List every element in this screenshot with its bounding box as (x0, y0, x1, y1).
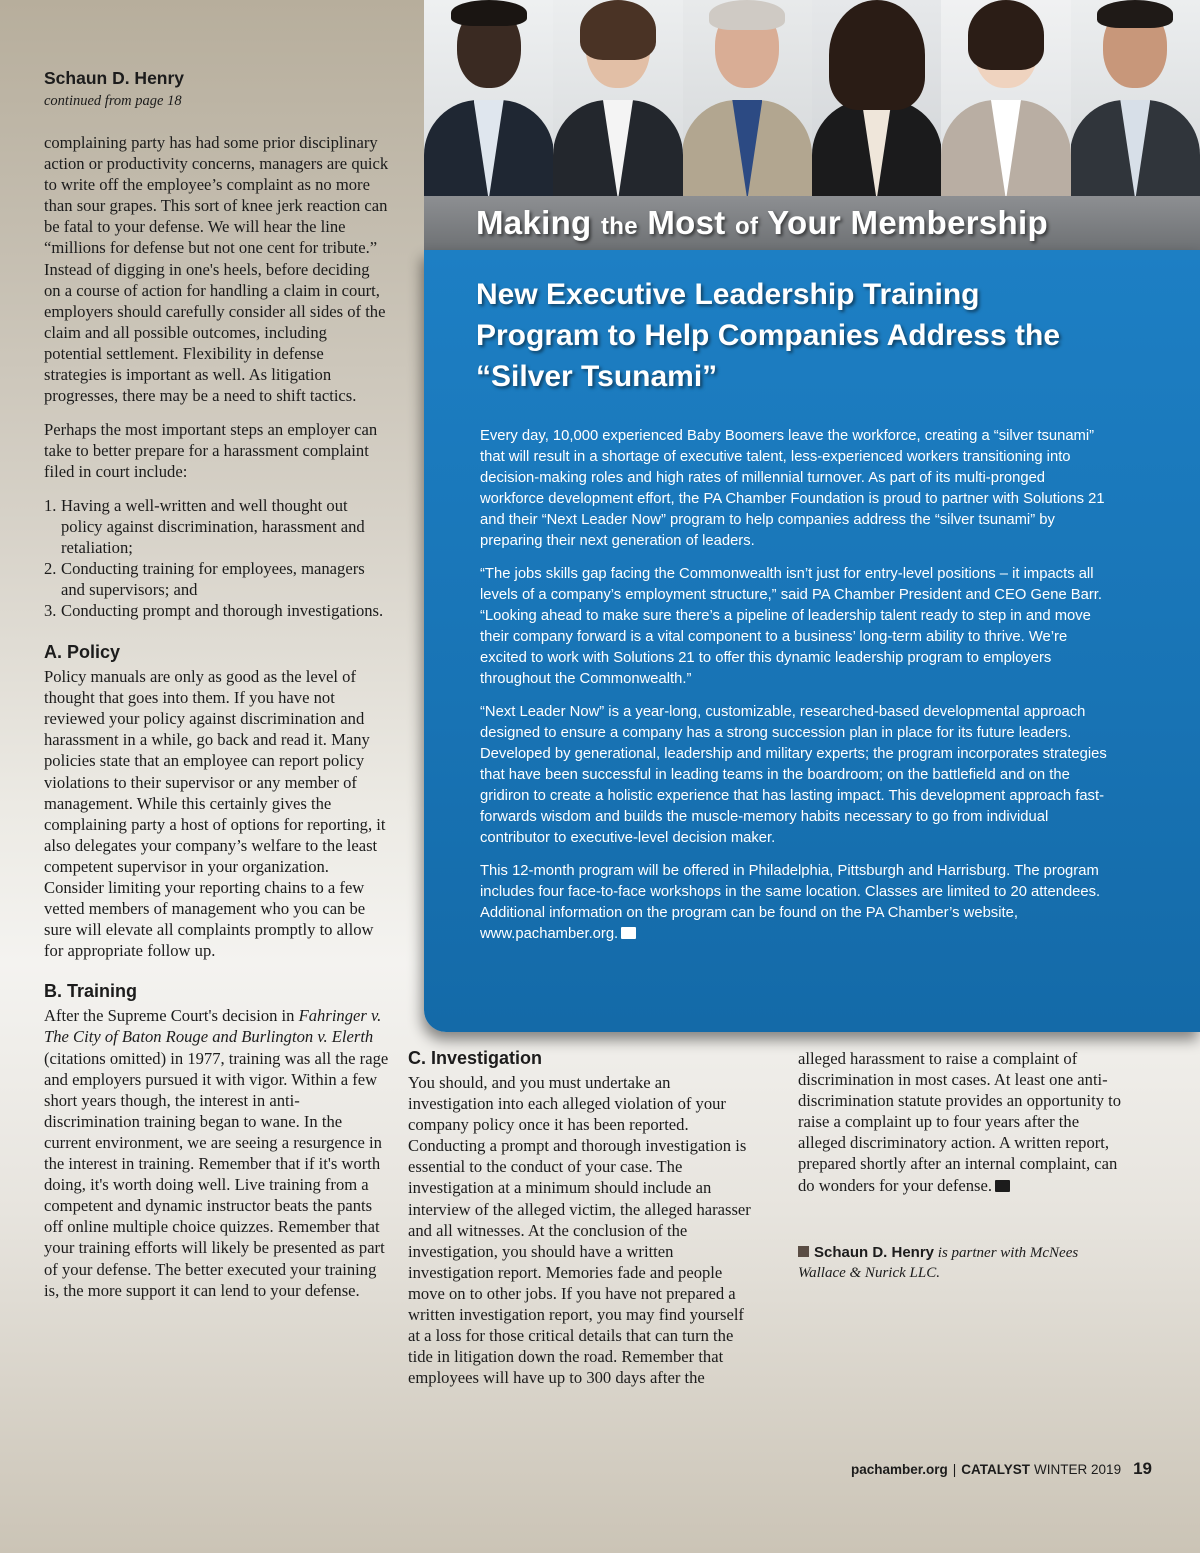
list-item-number: 3. (44, 600, 57, 620)
feature-paragraph: Every day, 10,000 experienced Baby Boomers leave the workforce, creating a “silver tsunami” that will result in a shortage of executive talent, less-experienced workers transitioning into decision-making roles and high rates of millennial turnover. As part of its multi-pronged workforce development effort, the PA Chamber Foundation is proud to partner with Solutions 21 and their “Next Leader Now” program to help companies address the “silver tsunami” by preparing their next generation of leaders. (480, 428, 1105, 549)
title-word: Most (647, 204, 726, 241)
end-of-article-icon (621, 927, 636, 939)
feature-body (480, 426, 1108, 957)
page-footer (851, 1459, 1152, 1479)
intro-paragraph: complaining party has had some prior disciplinary action or productivity concerns, managers are quick to write off the employee’s complaint as no more than sour grapes. This sort of knee jerk reaction can be fatal to your defense. We will hear the line “millions for defense but not one cent for tribute.” Instead of digging in one's heels, before deciding on a course of action for handling a claim in court, employers should carefully consider all sides of the claim and all possible outcomes, including potential settlement. Flexibility in defense strategies is important as well. As litigation progresses, there may be a need to shift tactics. (44, 133, 389, 406)
section-title-bar (424, 196, 1200, 250)
person-photo (683, 0, 812, 196)
steps-list (44, 495, 389, 622)
page-number: 19 (1133, 1459, 1152, 1478)
investigation-paragraph: You should, and you must undertake an investigation into each alleged violation of your company policy once it has been reported. Conducting a prompt and thorough investigation is essential to the conduct of your case. The investigation at a minimum should include an interview of the alleged victim, the alleged harasser and all witnesses. At the conclusion of the investigation, you should have a written investigation report. Memories fade and people move on to other jobs. If you have not prepared a written investigation report, you may find yourself at a loss for those critical details that can turn the tide in litigation down the road. Remember that employees will have up to 300 days after the (408, 1073, 751, 1388)
person-photo (941, 0, 1070, 196)
footer-issue: WINTER 2019 (1034, 1462, 1122, 1477)
training-heading: B. Training (44, 981, 138, 1002)
feature-paragraph: “The jobs skills gap facing the Commonwealth isn’t just for entry-level positions – it impacts all levels of a company’s employment structure,” said PA Chamber President and CEO Gene Barr. “Looking ahead to make sure there’s a pipeline of leadership talent ready to step in and move their company forward is a vital component to a business’ long-term ability to thrive. We’re excited to work with Solutions 21 to offer this dynamic leadership program to employers throughout the Commonwealth.” (480, 566, 1103, 687)
bio-square-icon (798, 1246, 809, 1257)
bio-text: is partner with McNees Wallace & Nurick LLC. (798, 1244, 1079, 1281)
investigation-heading: C. Investigation (408, 1048, 543, 1068)
list-item (44, 558, 389, 600)
policy-paragraph: Policy manuals are only as good as the level of thought that goes into them. If you have not reviewed your policy against discrimination and harassment in a while, go back and read it. Many policies state that an employee can report policy violations to their supervisor or any member of management. While this certainly gives the complaining party a host of options for reporting, it also delegates your company’s welfare to the least competent supervisor in your organization. Consider limiting your reporting chains to a few vetted members of management who you can be sure will elevate all complaints promptly to allow for appropriate follow up. (44, 667, 386, 961)
policy-heading: A. Policy (44, 642, 121, 663)
training-paragraph (44, 1005, 389, 1300)
bio-name: Schaun D. Henry (814, 1243, 935, 1261)
title-word: Your Membership (767, 204, 1048, 241)
list-item (44, 495, 389, 558)
person-photo (424, 0, 553, 196)
person-photo (553, 0, 682, 196)
conclusion-text: alleged harassment to raise a complaint of discrimination in most cases. At least one anti-discrimination statute provides an opportunity to raise a complaint up to four years after the alleged discriminatory action. A written report, prepared shortly after an internal complaint, can do wonders for your defense. (798, 1049, 1122, 1195)
list-item-text: Conducting training for employees, managers and supervisors; and (61, 558, 365, 599)
footer-magazine: CATALYST (961, 1462, 1031, 1477)
footer-site: pachamber.org (850, 1462, 948, 1477)
list-item-text: Conducting prompt and thorough investigations. (61, 600, 384, 620)
author-bio (798, 1243, 1128, 1283)
feature-article-box (424, 250, 1200, 1032)
author-name: Schaun D. Henry (44, 68, 185, 88)
middle-column (408, 1048, 758, 1388)
end-of-article-icon (995, 1180, 1010, 1192)
title-word: of (735, 213, 759, 240)
conclusion-paragraph (798, 1048, 1128, 1196)
section-title (476, 204, 1048, 242)
person-photo (812, 0, 941, 196)
feature-paragraph-text: This 12-month program will be offered in Philadelphia, Pittsburgh and Harrisburg. The program includes four face-to-face workshops in the same location. Classes are limited to 20 attendees. Additional information on the program can be found on the PA Chamber’s website, www.pachamber.org. (480, 863, 1101, 942)
title-word: the (600, 213, 638, 240)
right-column (798, 1048, 1128, 1283)
person-photo (1071, 0, 1200, 196)
left-column (44, 68, 389, 1301)
team-photo-banner (424, 0, 1200, 196)
list-item-text: Having a well-written and well thought out policy against discrimination, harassment and retaliation; (61, 495, 365, 557)
footer-separator: | (952, 1462, 957, 1477)
training-intro: After the Supreme Court's decision in (44, 1006, 295, 1026)
title-word: Making (476, 204, 592, 241)
steps-intro-paragraph: Perhaps the most important steps an employer can take to better prepare for a harassment complaint filed in court include: (44, 420, 378, 482)
continued-note: continued from page 18 (44, 93, 182, 109)
feature-headline: New Executive Leadership Training Program to Help Companies Address the “Silver Tsunami” (476, 278, 1061, 393)
training-rest: (citations omitted) in 1977, training was all the rage and employers pursued it with vigor. Within a few short years though, the interest in anti-discrimination training began to wane. In the current environment, we are seeing a resurgence in the interest in training. Remember that if it's worth doing, it's worth doing well. Live training from a competent and dynamic instructor beats the pants off online multiple choice quizzes. Remember that your training efforts will likely be presented as part of your defense. The better executed your training is, the more support it can lend to your defense. (44, 1048, 389, 1300)
list-item (44, 600, 389, 621)
list-item-number: 2. (44, 558, 57, 578)
list-item-number: 1. (44, 495, 57, 515)
case-citation: Fahringer v. The City of Baton Rouge and Burlington v. Elerth (44, 1006, 382, 1047)
feature-paragraph-last (480, 861, 1108, 945)
feature-paragraph: “Next Leader Now” is a year-long, customizable, researched-based developmental approach designed to ensure a company has a strong succession plan in place for its future leaders. Developed by generational, leadership and military experts; the program incorporates strategies that have been successful in leading teams in the boardroom; on the battlefield and on the gridiron to create a holistic experience that has lasting impact. This development approach fast-forwards wisdom and builds the muscle-memory habits necessary to go from individual contributor to executive-level decision maker. (480, 704, 1107, 846)
